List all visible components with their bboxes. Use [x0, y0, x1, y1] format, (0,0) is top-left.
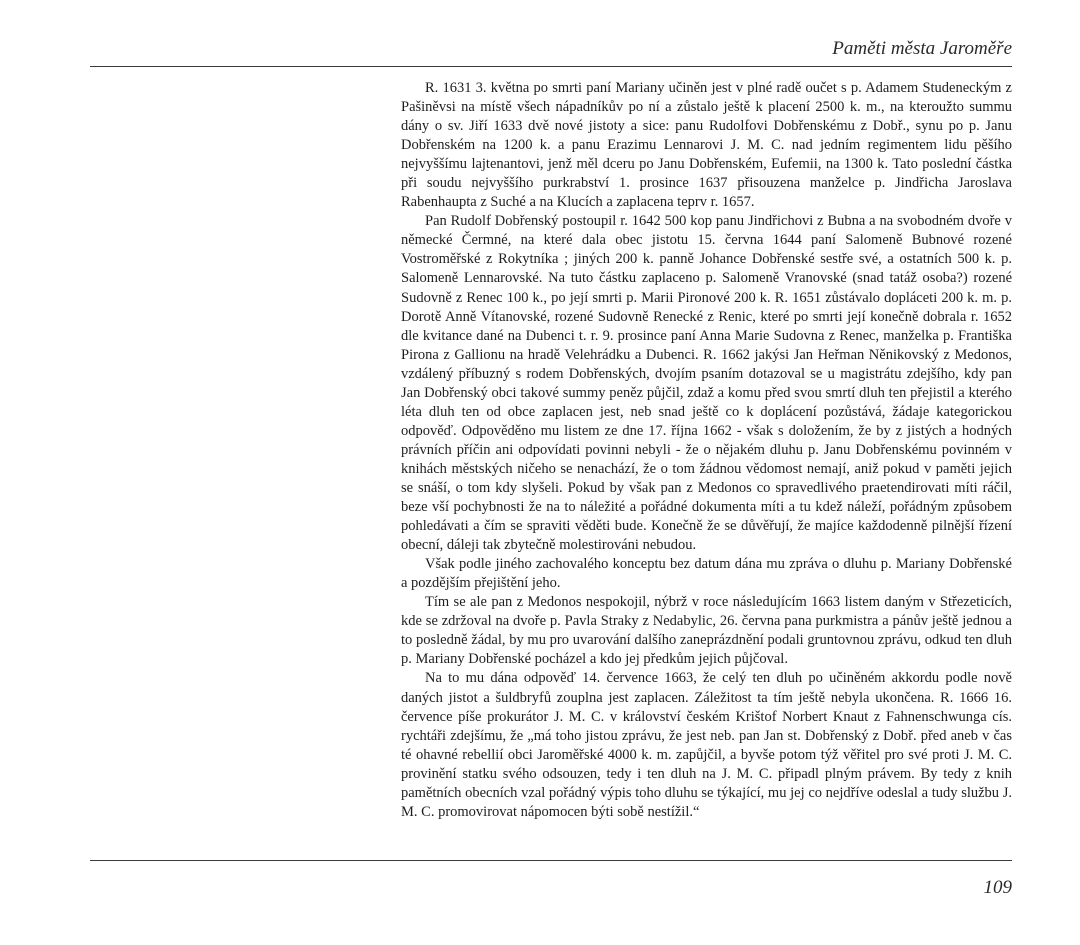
paragraph: Však podle jiného zachovalého konceptu bez datum dána mu zpráva o dluhu p. Mariany Dobřenské a pozdějším přejištění jeho.: [401, 556, 1012, 592]
header-rule: [90, 66, 1012, 67]
running-head: Paměti města Jaroměře: [832, 38, 1012, 59]
paragraph: Na to mu dána odpověď 14. července 1663, že celý ten dluh po učiněném akkordu podle nově daných jistot a šuldbryfů zouplna jest zaplacen. Záležitost ta tím ještě nebyla ukončena. R. 1666 16. července píše prokurátor J. M. C. v království českém Krištof Norbert Knaut z Fahnenschwunga cís. rychtáři zdejšímu, že „má toho jistou zprávu, že jest neb. pan Jan st. Dobřenský z Dobř. před aneb v čas té ohavné rebellií obci Jaroměřské 4000 k. m. zapůjčil, a byvše potom týž věřitel pro své proti J. M. C. provinění statku svého odsouzen, tedy i ten dluh na J. M. C. připadl plným právem. By tedy z knih pamětních obecních vzal pořádný výpis toho dluhu se týkající, mu jej co nejdříve odeslal a tudy službu J. M. C. promovirovat nápomocen býti sobě nestížil.“: [401, 670, 1012, 820]
page-number: 109: [983, 877, 1012, 898]
paragraph: Pan Rudolf Dobřenský postoupil r. 1642 500 kop panu Jindřichovi z Bubna a na svobodném dvoře v německé Čermné, na které dala obec jistotu 15. června 1644 paní Salomeně Bubnové rozené Vostroměřské z Rokytníka ; jiných 200 k. panně Johance Dobřenské sestře své, a ostatních 500 k. p. Salomeně Lennarovské. Na tuto částku zaplaceno p. Salomeně Vranovské (snad tatáž osoba?) rozené Sudovně z Renec 100 k., po její smrti p. Marii Pironové 200 k. R. 1651 zůstávalo dopláceti 200 k. m. p. Dorotě Anně Vítanovské, rozené Sudovně Renecké z Renic, které po smrti její konečně dobrala r. 1652 dle kvitance dané na Dubenci t. r. 9. prosince paní Anna Marie Sudovna z Renec, manželka p. Františka Pirona z Gallionu na hradě Velehrádku a Dubenci. R. 1662 jakýsi Jan Heřman Něnikovský z Medonos, vzdálený příbuzný s rodem Dobřenských, dvojím psaním dotazoval se u magistrátu zdejšího, kdy pan Jan Dobřenský obci takové summy peněz půjčil, zdaž a komu před svou smrtí dluh ten přejistil a kterého léta dluh ten od obce zaplacen jest, neb snad ještě co k doplácení pozůstává, žádaje kategorickou odpověď. Odpověděno mu listem ze dne 17. října 1662 - však s doložením, že by z jistých a hodných právních příčin ani odpovídati povinni nebyli - že o nějakém dluhu p. Janu Dobřenskému povinném v knihách městských ničeho se nenachází, že o tom žádnou vědomost nemají, aniž pokud v paměti jejich se snáší, o tom kdy slyšeli. Pokud by však pan z Medonos co spravedlivého praetendirovati míti ráčil, beze vší pochybnosti že na to náležité a pořádné dokumenta míti a tu kdež náleží, pořádným způsobem pohledávati a čím se spraviti věděti bude. Konečně že se důvěřují, že majíce každodenně pilnější řízení obecní, dáleji tak zbytečně molestirováni nebudou.: [401, 213, 1012, 554]
body-text: [401, 79, 1012, 822]
paragraph: R. 1631 3. května po smrti paní Mariany učiněn jest v plné radě oučet s p. Adamem Studeneckým z Pašiněvsi na místě všech nápadníkův po ní a zůstalo ještě k placení 2500 k. m., na kteroužto summu dány o sv. Jiří 1633 dvě nové jistoty a sice: panu Rudolfovi Dobřenskému z Dobř., synu po p. Janu Dobřenském na 1200 k. a panu Erazimu Lennarovi J. M. C. nad jedním regimentem lidu pěšího nejvyššímu lajtenantovi, jenž měl dceru po Janu Dobřenském, Eufemii, na 1300 k. Tato poslední částka při soudu nejvyššího purkrabství 1. prosince 1637 přisouzena manželce p. Jindřicha Jaroslava Rabenhaupta z Suché a na Klucích a zaplacena teprv r. 1657.: [401, 80, 1012, 211]
paragraph: Tím se ale pan z Medonos nespokojil, nýbrž v roce následujícím 1663 listem daným v Střezeticích, kde se zdržoval na dvoře p. Pavla Straky z Nedabylic, 26. června pana purkmistra a pánův ještě jednou a to posledně žádal, by mu pro uvarování dalšího zaneprázdnění podali gruntovnou zprávu, odkud ten dluh p. Mariany Dobřenské pocházel a kdo jej předkům jejich půjčoval.: [401, 594, 1012, 668]
footer-rule: [90, 860, 1012, 861]
